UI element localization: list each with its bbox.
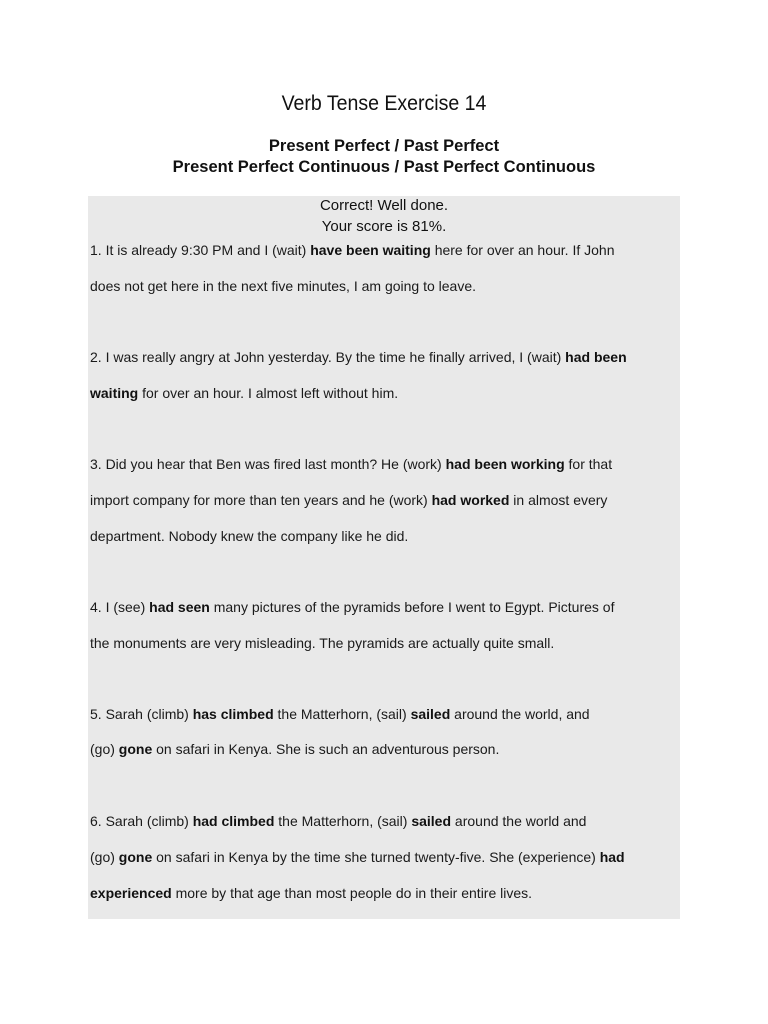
answer-text: sailed — [410, 706, 451, 722]
question-text-line — [90, 526, 408, 546]
question-text: import company for more than ten years and he (work) — [90, 492, 432, 508]
answer-text: had — [599, 849, 625, 865]
question-text-line — [90, 883, 532, 903]
answer-text: has climbed — [192, 706, 274, 722]
answer-text: sailed — [411, 813, 452, 829]
question-text: here for over an hour. If John — [430, 242, 615, 258]
question-text: (go) — [90, 741, 119, 757]
question-text: the monuments are very misleading. The pyramids are actually quite small. — [90, 635, 555, 651]
answer-text: gone — [118, 849, 153, 865]
answer-text: had seen — [149, 599, 210, 615]
answer-text: experienced — [90, 885, 172, 901]
question-text-line — [90, 739, 499, 759]
answer-text: had been — [565, 349, 627, 365]
question-text: does not get here in the next five minutes, I am going to leave. — [90, 278, 477, 294]
question-text: for over an hour. I almost left without him. — [138, 385, 399, 401]
question-text-line — [90, 490, 607, 510]
question-text: more by that age than most people do in their entire lives. — [171, 885, 533, 901]
answer-text: had worked — [431, 492, 510, 508]
question-text: for that — [564, 456, 613, 472]
question-text: around the world, and — [450, 706, 590, 722]
question-text-line — [90, 811, 586, 831]
question-text: 3. Did you hear that Ben was fired last month? He (work) — [90, 456, 446, 472]
question-text: 1. It is already 9:30 PM and I (wait) — [90, 242, 311, 258]
answer-text: had been working — [445, 456, 565, 472]
subtitle-tenses-2: Present Perfect Continuous / Past Perfect Continuous — [172, 158, 596, 176]
question-text: 4. I (see) — [90, 599, 150, 615]
question-text-line — [90, 597, 614, 617]
question-text-line — [90, 240, 614, 260]
result-panel — [88, 196, 680, 919]
question-text: the Matterhorn, (sail) — [274, 813, 412, 829]
question-text-line — [90, 276, 476, 296]
answer-text: had climbed — [192, 813, 275, 829]
question-text: 6. Sarah (climb) — [90, 813, 193, 829]
question-text-line — [90, 347, 627, 367]
question-text-line — [90, 847, 625, 867]
feedback-message: Correct! Well done. — [319, 197, 449, 214]
subtitle-tenses-1: Present Perfect / Past Perfect — [268, 137, 500, 155]
question-text-line — [90, 454, 612, 474]
question-text: in almost every — [509, 492, 608, 508]
question-text: around the world and — [451, 813, 587, 829]
answer-text: waiting — [90, 385, 139, 401]
page-title: Verb Tense Exercise 14 — [281, 92, 487, 115]
question-text: on safari in Kenya by the time she turned twenty-five. She (experience) — [152, 849, 600, 865]
question-text-line — [90, 633, 554, 653]
score-text: Your score is 81%. — [321, 218, 447, 235]
question-text: 2. I was really angry at John yesterday. By the time he finally arrived, I (wait) — [90, 349, 566, 365]
question-text: (go) — [90, 849, 119, 865]
question-text-line — [90, 383, 398, 403]
question-text: 5. Sarah (climb) — [90, 706, 193, 722]
answer-text: gone — [118, 741, 153, 757]
question-text-line — [90, 704, 590, 724]
question-text: department. Nobody knew the company like he did. — [90, 528, 409, 544]
question-text: many pictures of the pyramids before I went to Egypt. Pictures of — [209, 599, 615, 615]
question-text: the Matterhorn, (sail) — [273, 706, 411, 722]
answer-text: have been waiting — [310, 242, 431, 258]
question-text: on safari in Kenya. She is such an adventurous person. — [152, 741, 500, 757]
